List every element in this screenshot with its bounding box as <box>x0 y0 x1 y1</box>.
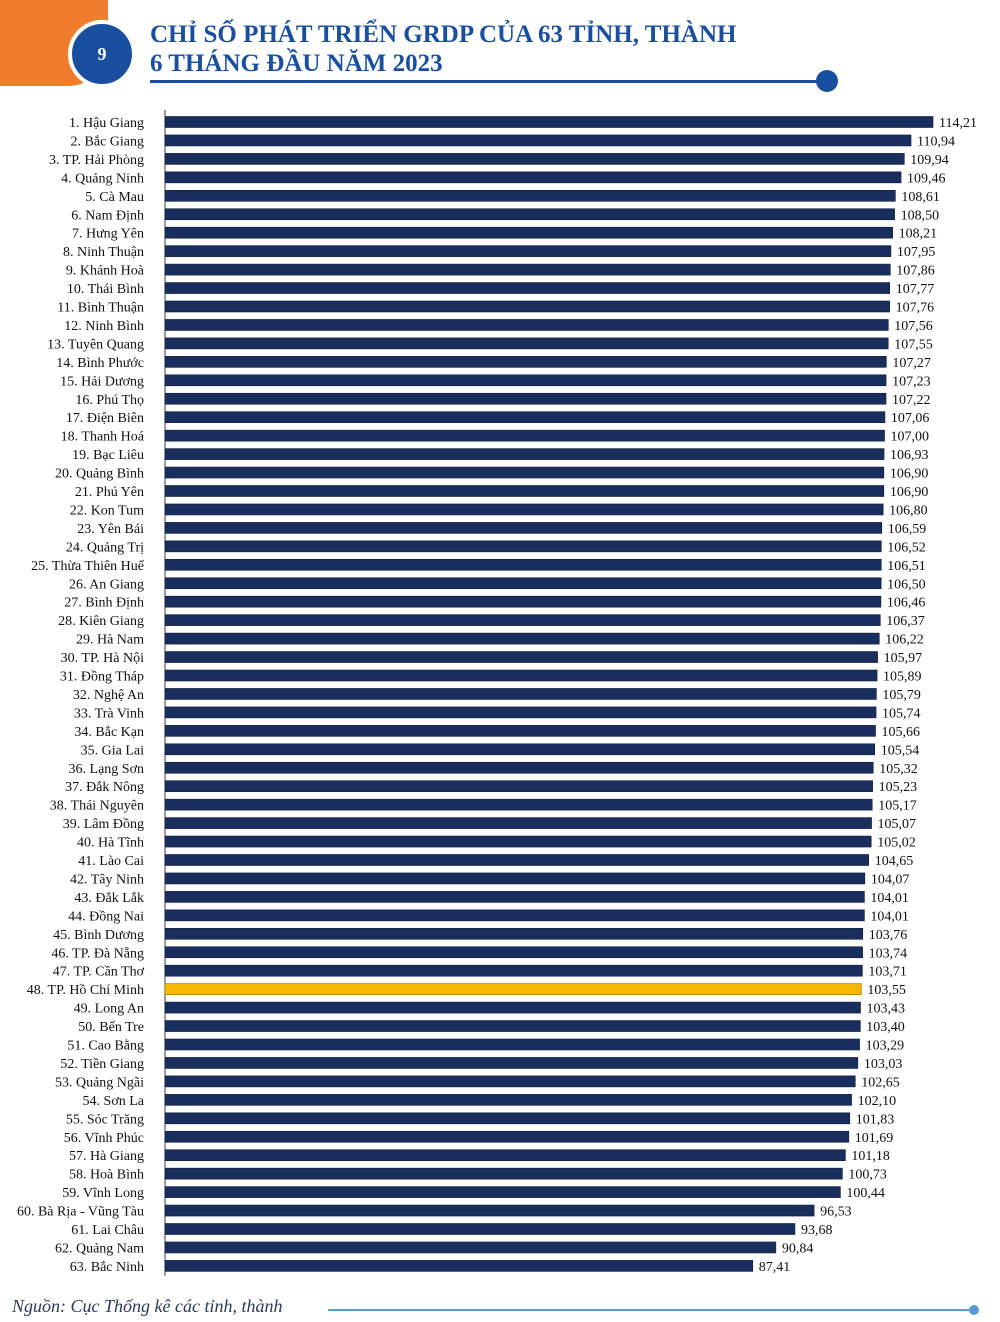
category-label: 55. Sóc Trăng <box>65 1112 144 1128</box>
bar <box>165 356 886 367</box>
bar <box>165 1168 842 1179</box>
value-label: 103,55 <box>867 983 906 999</box>
value-label: 106,90 <box>889 466 929 482</box>
value-label: 96,53 <box>820 1204 852 1220</box>
value-label: 106,90 <box>889 485 929 500</box>
value-label: 106,93 <box>890 448 929 464</box>
value-label: 114,21 <box>939 116 977 131</box>
category-label: 47. TP. Cần Thơ <box>52 964 144 980</box>
value-label: 106,50 <box>887 577 926 593</box>
category-label: 26. An Giang <box>68 577 144 593</box>
category-label: 27. Bình Định <box>64 595 144 611</box>
value-label: 101,83 <box>855 1112 895 1128</box>
bar <box>165 541 881 552</box>
bar <box>165 1039 860 1050</box>
value-label: 106,22 <box>885 632 924 648</box>
value-label: 103,43 <box>866 1001 906 1017</box>
bar <box>165 1224 795 1235</box>
bar <box>165 947 863 958</box>
bar <box>165 633 879 644</box>
bar <box>165 818 872 829</box>
category-label: 53. Quảng Ngãi <box>54 1075 144 1091</box>
value-label: 105,02 <box>877 835 916 851</box>
category-label: 1. Hậu Giang <box>68 116 144 131</box>
value-label: 107,77 <box>895 282 935 298</box>
category-label: 6. Nam Định <box>71 208 144 224</box>
bar <box>165 412 885 423</box>
bar <box>165 301 890 312</box>
bar <box>165 873 865 884</box>
bar <box>165 1260 753 1271</box>
bar <box>165 615 880 626</box>
value-label: 108,21 <box>898 226 938 242</box>
category-label: 3. TP. Hải Phòng <box>48 152 144 168</box>
category-label: 57. Hà Giang <box>68 1149 144 1165</box>
page-header <box>0 0 1000 100</box>
bar <box>165 707 876 718</box>
bar <box>165 467 884 478</box>
value-label: 103,76 <box>868 927 908 943</box>
value-label: 105,66 <box>881 724 921 740</box>
bar <box>165 910 864 921</box>
category-label: 20. Quảng Bình <box>54 466 144 482</box>
value-label: 93,68 <box>800 1223 833 1238</box>
value-label: 102,65 <box>861 1075 900 1091</box>
value-label: 106,80 <box>889 503 928 519</box>
value-label: 105,07 <box>877 817 917 833</box>
bar <box>165 1242 776 1253</box>
value-label: 102,10 <box>857 1093 897 1109</box>
category-label: 13. Tuyên Quang <box>47 337 144 353</box>
category-label: 39. Lâm Đồng <box>62 817 144 833</box>
value-label: 106,46 <box>886 595 926 611</box>
value-label: 106,52 <box>887 540 926 556</box>
title-underline-dot <box>816 70 838 92</box>
category-label: 16. Phú Thọ <box>75 392 144 408</box>
value-label: 107,56 <box>894 318 933 334</box>
category-label: 9. Khánh Hoà <box>65 263 144 279</box>
category-label: 48. TP. Hồ Chí Minh <box>26 983 144 999</box>
category-label: 37. Đắk Nông <box>65 780 144 796</box>
category-label: 41. Lào Cai <box>78 854 144 869</box>
value-label: 105,54 <box>880 743 920 759</box>
category-label: 8. Ninh Thuận <box>62 245 144 261</box>
category-label: 31. Đồng Tháp <box>59 669 144 685</box>
bar <box>165 781 873 792</box>
category-label: 58. Hoà Bình <box>68 1167 144 1183</box>
category-label: 36. Lạng Sơn <box>68 761 144 777</box>
value-label: 87,41 <box>758 1259 791 1275</box>
category-label: 24. Quảng Trị <box>65 540 144 556</box>
bar <box>165 117 933 128</box>
bar <box>165 1094 852 1105</box>
value-label: 105,74 <box>882 706 921 722</box>
bar <box>165 965 862 976</box>
value-label: 105,79 <box>882 687 921 703</box>
category-label: 17. Điện Biên <box>65 411 144 427</box>
bar <box>165 319 888 330</box>
category-label: 33. Trà Vinh <box>73 706 144 722</box>
title-underline <box>150 80 826 83</box>
value-label: 105,23 <box>878 780 918 796</box>
bar <box>165 190 895 201</box>
value-label: 100,44 <box>846 1186 885 1202</box>
value-label: 109,94 <box>910 152 949 168</box>
value-label: 107,22 <box>891 392 931 408</box>
bar <box>165 393 886 404</box>
value-label: 103,03 <box>863 1056 903 1072</box>
footer-rule <box>328 1309 973 1311</box>
category-label: 32. Nghệ An <box>72 687 144 703</box>
category-label: 35. Gia Lai <box>80 743 144 759</box>
grdp-bar-chart <box>0 108 1000 1284</box>
bar <box>165 578 881 589</box>
bar <box>165 227 893 238</box>
source-note: Nguồn: Cục Thống kê các tỉnh, thành <box>12 1296 283 1316</box>
bar <box>165 855 869 866</box>
value-label: 110,94 <box>917 134 955 150</box>
category-label: 34. Bắc Kạn <box>74 724 144 740</box>
category-label: 40. Hà Tĩnh <box>76 835 144 851</box>
value-label: 106,59 <box>887 521 927 537</box>
value-label: 101,69 <box>854 1130 894 1146</box>
value-label: 109,46 <box>907 171 946 187</box>
page-number-badge: 9 <box>68 20 136 88</box>
category-label: 50. Bến Tre <box>78 1020 144 1036</box>
category-label: 30. TP. Hà Nội <box>60 651 144 667</box>
category-label: 25. Thừa Thiên Huế <box>31 558 144 574</box>
footer-rule-dot <box>969 1305 979 1315</box>
category-label: 43. Đắk Lắk <box>74 890 144 906</box>
category-label: 63. Bắc Ninh <box>69 1259 144 1275</box>
bar <box>165 1131 849 1142</box>
value-label: 103,71 <box>868 964 907 980</box>
category-label: 4. Quảng Ninh <box>61 171 144 187</box>
bar <box>165 670 877 681</box>
category-label: 44. Đồng Nai <box>68 909 144 925</box>
bar <box>165 449 884 460</box>
category-label: 52. Tiền Giang <box>60 1056 144 1072</box>
category-label: 29. Hà Nam <box>75 632 144 648</box>
bar <box>165 688 876 699</box>
category-label: 15. Hải Dương <box>60 374 144 390</box>
bar <box>165 1076 855 1087</box>
value-label: 106,51 <box>887 558 926 574</box>
bar <box>165 1021 860 1032</box>
category-label: 38. Thái Nguyên <box>49 798 144 814</box>
bar <box>165 1002 861 1013</box>
value-label: 100,73 <box>848 1167 887 1183</box>
category-label: 23. Yên Bái <box>77 521 144 537</box>
bar <box>165 375 886 386</box>
bar <box>165 1057 858 1068</box>
category-label: 28. Kiên Giang <box>58 614 144 630</box>
value-label: 105,32 <box>879 761 918 777</box>
bar <box>165 928 863 939</box>
value-label: 107,00 <box>890 429 930 445</box>
bar <box>165 1187 840 1198</box>
value-label: 107,86 <box>896 263 935 279</box>
bar <box>165 799 872 810</box>
value-label: 103,74 <box>868 946 908 962</box>
value-label: 104,65 <box>874 854 914 869</box>
value-label: 104,01 <box>870 890 909 906</box>
value-label: 105,17 <box>878 798 917 814</box>
category-label: 2. Bắc Giang <box>70 134 144 150</box>
category-label: 12. Ninh Bình <box>64 318 144 334</box>
category-label: 56. Vĩnh Phúc <box>63 1130 144 1146</box>
bar <box>165 762 873 773</box>
category-label: 22. Kon Tum <box>69 503 144 519</box>
bar <box>165 486 884 497</box>
value-label: 108,50 <box>900 208 940 224</box>
value-label: 90,84 <box>781 1241 814 1257</box>
bar <box>165 1113 850 1124</box>
bar <box>165 559 881 570</box>
category-label: 46. TP. Đà Nẵng <box>51 946 144 962</box>
bar <box>165 135 911 146</box>
category-label: 10. Thái Bình <box>66 282 144 298</box>
bar <box>165 1150 845 1161</box>
category-label: 5. Cà Mau <box>85 189 144 205</box>
category-label: 21. Phú Yên <box>74 485 144 500</box>
bar <box>165 596 881 607</box>
bar <box>165 836 871 847</box>
value-label: 101,18 <box>851 1149 890 1165</box>
value-label: 105,89 <box>883 669 922 685</box>
value-label: 104,01 <box>870 909 909 925</box>
bar <box>165 153 904 164</box>
category-label: 54. Sơn La <box>82 1093 144 1109</box>
value-label: 105,97 <box>883 651 923 667</box>
bar <box>165 652 878 663</box>
bar <box>165 725 876 736</box>
category-label: 51. Cao Bằng <box>67 1038 144 1054</box>
bar <box>165 984 861 995</box>
value-label: 107,55 <box>894 337 933 353</box>
category-label: 49. Long An <box>73 1001 144 1017</box>
value-label: 107,95 <box>896 245 936 261</box>
bar <box>165 504 883 515</box>
bar <box>165 264 890 275</box>
bar <box>165 172 901 183</box>
category-label: 62. Quảng Nam <box>54 1241 144 1257</box>
title-line-1: CHỈ SỐ PHÁT TRIỂN GRDP CỦA 63 TỈNH, THÀNH <box>150 21 737 48</box>
value-label: 106,37 <box>886 614 925 630</box>
category-label: 60. Bà Rịa - Vũng Tàu <box>16 1204 144 1220</box>
value-label: 104,07 <box>870 872 910 888</box>
bar <box>165 246 891 257</box>
category-label: 45. Bình Dương <box>53 927 144 943</box>
category-label: 42. Tây Ninh <box>69 872 144 888</box>
category-label: 19. Bạc Liêu <box>72 448 144 464</box>
bar <box>165 744 875 755</box>
page-title <box>150 20 736 78</box>
value-label: 108,61 <box>901 189 940 205</box>
category-label: 14. Bình Phước <box>56 355 144 371</box>
bar <box>165 891 864 902</box>
bar <box>165 283 890 294</box>
bar <box>165 338 888 349</box>
bar <box>165 430 885 441</box>
category-label: 7. Hưng Yên <box>71 226 144 242</box>
value-label: 107,06 <box>890 411 930 427</box>
bar <box>165 522 882 533</box>
bar <box>165 209 895 220</box>
category-label: 18. Thanh Hoá <box>60 429 144 445</box>
title-line-2: 6 THÁNG ĐẦU NĂM 2023 <box>150 50 443 77</box>
value-label: 103,29 <box>865 1038 905 1054</box>
bar <box>165 1205 814 1216</box>
value-label: 107,76 <box>895 300 935 316</box>
value-label: 107,27 <box>892 355 931 371</box>
value-label: 107,23 <box>892 374 931 390</box>
value-label: 103,40 <box>866 1020 905 1036</box>
category-label: 59. Vĩnh Long <box>62 1186 144 1202</box>
category-label: 61. Lai Châu <box>71 1223 144 1238</box>
category-label: 11. Bình Thuận <box>57 300 144 316</box>
